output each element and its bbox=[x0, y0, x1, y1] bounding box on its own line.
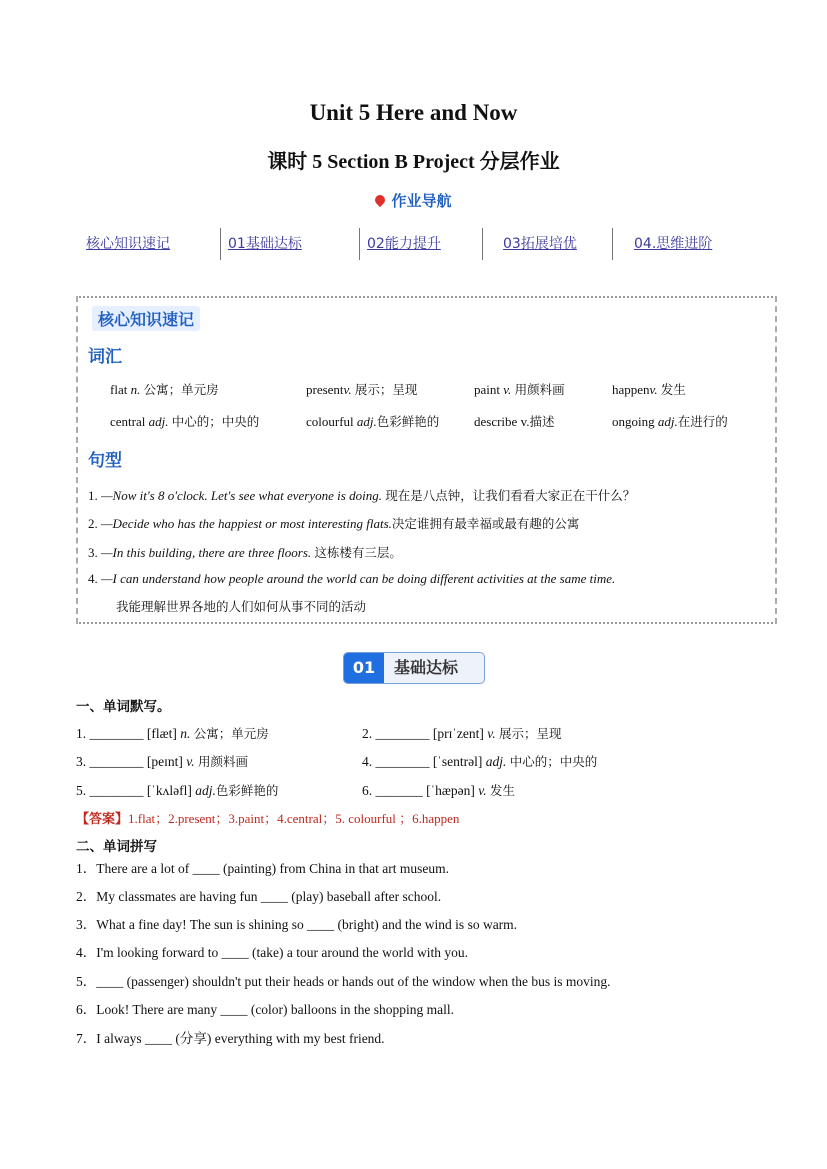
vocab-word: central bbox=[110, 414, 146, 429]
nav-divider bbox=[612, 228, 613, 260]
vocab-word: present bbox=[306, 382, 344, 397]
sentence-cn: 现在是八点钟，让我们看看大家正在干什么？ bbox=[385, 488, 636, 503]
spelling-question: 6．Look! There are many ____ (color) balloons in the shopping mall. bbox=[76, 1002, 455, 1017]
vocab-word: happen bbox=[612, 382, 650, 397]
vocab-item bbox=[612, 380, 686, 398]
vocab-meaning: 描述 bbox=[529, 414, 555, 429]
dictation-item bbox=[362, 724, 561, 742]
item-pos: adj. bbox=[195, 783, 216, 798]
vocab-item bbox=[306, 380, 417, 398]
item-phonetic: [ˈsentrəl] bbox=[432, 754, 483, 769]
nav-link-04[interactable]: 04.思维进阶 bbox=[634, 236, 713, 252]
sentence-cn: 这栋楼有三层。 bbox=[314, 545, 402, 560]
item-meaning: 展示；呈现 bbox=[498, 726, 562, 741]
section-number: 01 bbox=[344, 653, 384, 683]
sentence-num: 1. bbox=[88, 488, 98, 503]
sentence-en: —Now it's 8 o'clock. Let's see what everyone is doing. bbox=[101, 488, 382, 503]
item-num: 2. bbox=[362, 726, 373, 741]
spelling-question: 5．____ (passenger) shouldn't put their heads or hands out of the window when the bus is moving. bbox=[76, 974, 611, 989]
answer-tag: 【答案】 bbox=[76, 812, 129, 827]
item-blank[interactable]: ________ bbox=[375, 726, 430, 741]
section-label: 基础达标 bbox=[394, 658, 459, 677]
sentence-item bbox=[88, 543, 402, 561]
spelling-question: 3．What a fine day! The sun is shining so ____ (bright) and the wind is so warm. bbox=[76, 917, 518, 932]
item-meaning: 中心的；中央的 bbox=[509, 754, 598, 769]
vocab-pos: v. bbox=[649, 382, 658, 397]
vocab-pos: adj. bbox=[356, 414, 377, 429]
item-phonetic: [peɪnt] bbox=[146, 754, 183, 769]
item-pos: n. bbox=[180, 726, 191, 741]
sentence-translation bbox=[116, 597, 366, 615]
sentence-heading: 句型 bbox=[88, 451, 122, 471]
item-pos: v. bbox=[478, 783, 487, 798]
item-meaning: 用颜料画 bbox=[198, 754, 249, 769]
nav-link-03[interactable]: 03拓展培优 bbox=[503, 236, 577, 252]
answer-line bbox=[76, 808, 459, 827]
vocab-pos: adj. bbox=[657, 414, 678, 429]
item-blank[interactable]: ________ bbox=[89, 754, 144, 769]
item-num: 3. bbox=[76, 754, 87, 769]
sentence-cn: 我能理解世界各地的人们如何从事不同的活动 bbox=[116, 599, 367, 614]
vocab-meaning: 公寓；单元房 bbox=[143, 382, 219, 397]
vocab-heading: 词汇 bbox=[88, 347, 122, 367]
item-meaning: 色彩鲜艳的 bbox=[215, 783, 279, 798]
vocab-pos: v. bbox=[343, 382, 352, 397]
item-phonetic: [prɪˈzent] bbox=[432, 726, 484, 741]
item-phonetic: [ˈhæpən] bbox=[426, 783, 475, 798]
item-meaning: 发生 bbox=[489, 783, 515, 798]
spelling-question: 4．I'm looking forward to ____ (take) a tour around the world with you. bbox=[76, 945, 468, 960]
item-phonetic: [flæt] bbox=[146, 726, 177, 741]
item-blank[interactable]: ________ bbox=[375, 754, 430, 769]
vocab-item bbox=[474, 412, 554, 430]
item-num: 4. bbox=[362, 754, 373, 769]
vocab-word: ongoing bbox=[612, 414, 655, 429]
item-meaning: 公寓；单元房 bbox=[193, 726, 269, 741]
knowledge-box bbox=[76, 296, 777, 624]
spelling-question: 1．There are a lot of ____ (painting) from China in that art museum. bbox=[76, 861, 450, 876]
item-blank[interactable]: ________ bbox=[89, 783, 144, 798]
sentence-num: 2. bbox=[88, 516, 98, 531]
item-pos: v. bbox=[487, 726, 496, 741]
homework-nav bbox=[74, 228, 764, 260]
page-subtitle: 课时 5 Section B Project 分层作业 bbox=[267, 151, 560, 173]
spelling-question: 2．My classmates are having fun ____ (play) baseball after school. bbox=[76, 889, 442, 904]
sentence-item bbox=[88, 514, 579, 532]
vocab-meaning: 色彩鲜艳的 bbox=[376, 414, 440, 429]
vocab-pos: n. bbox=[130, 382, 141, 397]
nav-link-02[interactable]: 02能力提升 bbox=[367, 236, 441, 252]
dictation-item bbox=[76, 781, 278, 799]
spelling-question: 7．I always ____ (分享) everything with my best friend. bbox=[76, 1031, 385, 1046]
sentence-en: —In this building, there are three floors. bbox=[101, 545, 312, 560]
sentence-item bbox=[88, 486, 635, 504]
vocab-word: paint bbox=[474, 382, 500, 397]
vocab-meaning: 展示；呈现 bbox=[354, 382, 418, 397]
vocab-pos: v. bbox=[503, 382, 512, 397]
item-blank[interactable]: _______ bbox=[375, 783, 423, 798]
part2-heading: 二、单词拼写 bbox=[76, 839, 157, 855]
vocab-pos: adj. bbox=[148, 414, 169, 429]
item-pos: adj. bbox=[485, 754, 507, 769]
item-blank[interactable]: ________ bbox=[89, 726, 144, 741]
vocab-word: flat bbox=[110, 382, 128, 397]
dictation-item bbox=[76, 724, 269, 742]
vocab-meaning: 用颜料画 bbox=[514, 382, 565, 397]
section-badge-01 bbox=[343, 652, 485, 684]
item-num: 5. bbox=[76, 783, 87, 798]
vocab-meaning: 发生 bbox=[660, 382, 686, 397]
vocab-item bbox=[306, 412, 439, 430]
item-num: 6. bbox=[362, 783, 373, 798]
dictation-item bbox=[362, 781, 515, 799]
knowledge-heading: 核心知识速记 bbox=[92, 306, 200, 331]
sentence-num: 4. bbox=[88, 571, 98, 586]
item-pos: v. bbox=[186, 754, 195, 769]
vocab-meaning: 在进行的 bbox=[677, 414, 728, 429]
vocab-item bbox=[612, 412, 728, 430]
nav-divider bbox=[482, 228, 483, 260]
vocab-meaning: 中心的；中央的 bbox=[171, 414, 260, 429]
page-title: Unit 5 Here and Now bbox=[309, 100, 518, 125]
location-pin-icon bbox=[373, 193, 387, 207]
answer-text: 1.flat；2.present；3.paint；4.central；5. colourful ；6.happen bbox=[128, 811, 460, 826]
vocab-word: colourful bbox=[306, 414, 354, 429]
part1-heading: 一、单词默写。 bbox=[76, 699, 171, 715]
nav-divider bbox=[359, 228, 360, 260]
sentence-item bbox=[88, 571, 615, 587]
vocab-pos: v. bbox=[520, 414, 530, 429]
sentence-cn: 决定谁拥有最幸福或最有趣的公寓 bbox=[391, 516, 580, 531]
vocab-item bbox=[110, 380, 219, 398]
dictation-item bbox=[362, 752, 597, 770]
item-num: 1. bbox=[76, 726, 87, 741]
nav-heading bbox=[0, 190, 827, 211]
sentence-en: —I can understand how people around the world can be doing different activities at the same time. bbox=[101, 571, 616, 586]
nav-link-knowledge[interactable]: 核心知识速记 bbox=[86, 236, 170, 252]
sentence-num: 3. bbox=[88, 545, 98, 560]
nav-heading-label: 作业导航 bbox=[391, 192, 452, 210]
nav-link-01[interactable]: 01基础达标 bbox=[228, 236, 302, 252]
vocab-item bbox=[110, 412, 259, 430]
item-phonetic: [ˈkʌləfl] bbox=[146, 783, 192, 798]
dictation-item bbox=[76, 752, 248, 770]
sentence-en: —Decide who has the happiest or most interesting flats. bbox=[101, 516, 392, 531]
vocab-word: describe bbox=[474, 414, 518, 429]
vocab-item bbox=[474, 380, 565, 398]
nav-divider bbox=[220, 228, 221, 260]
